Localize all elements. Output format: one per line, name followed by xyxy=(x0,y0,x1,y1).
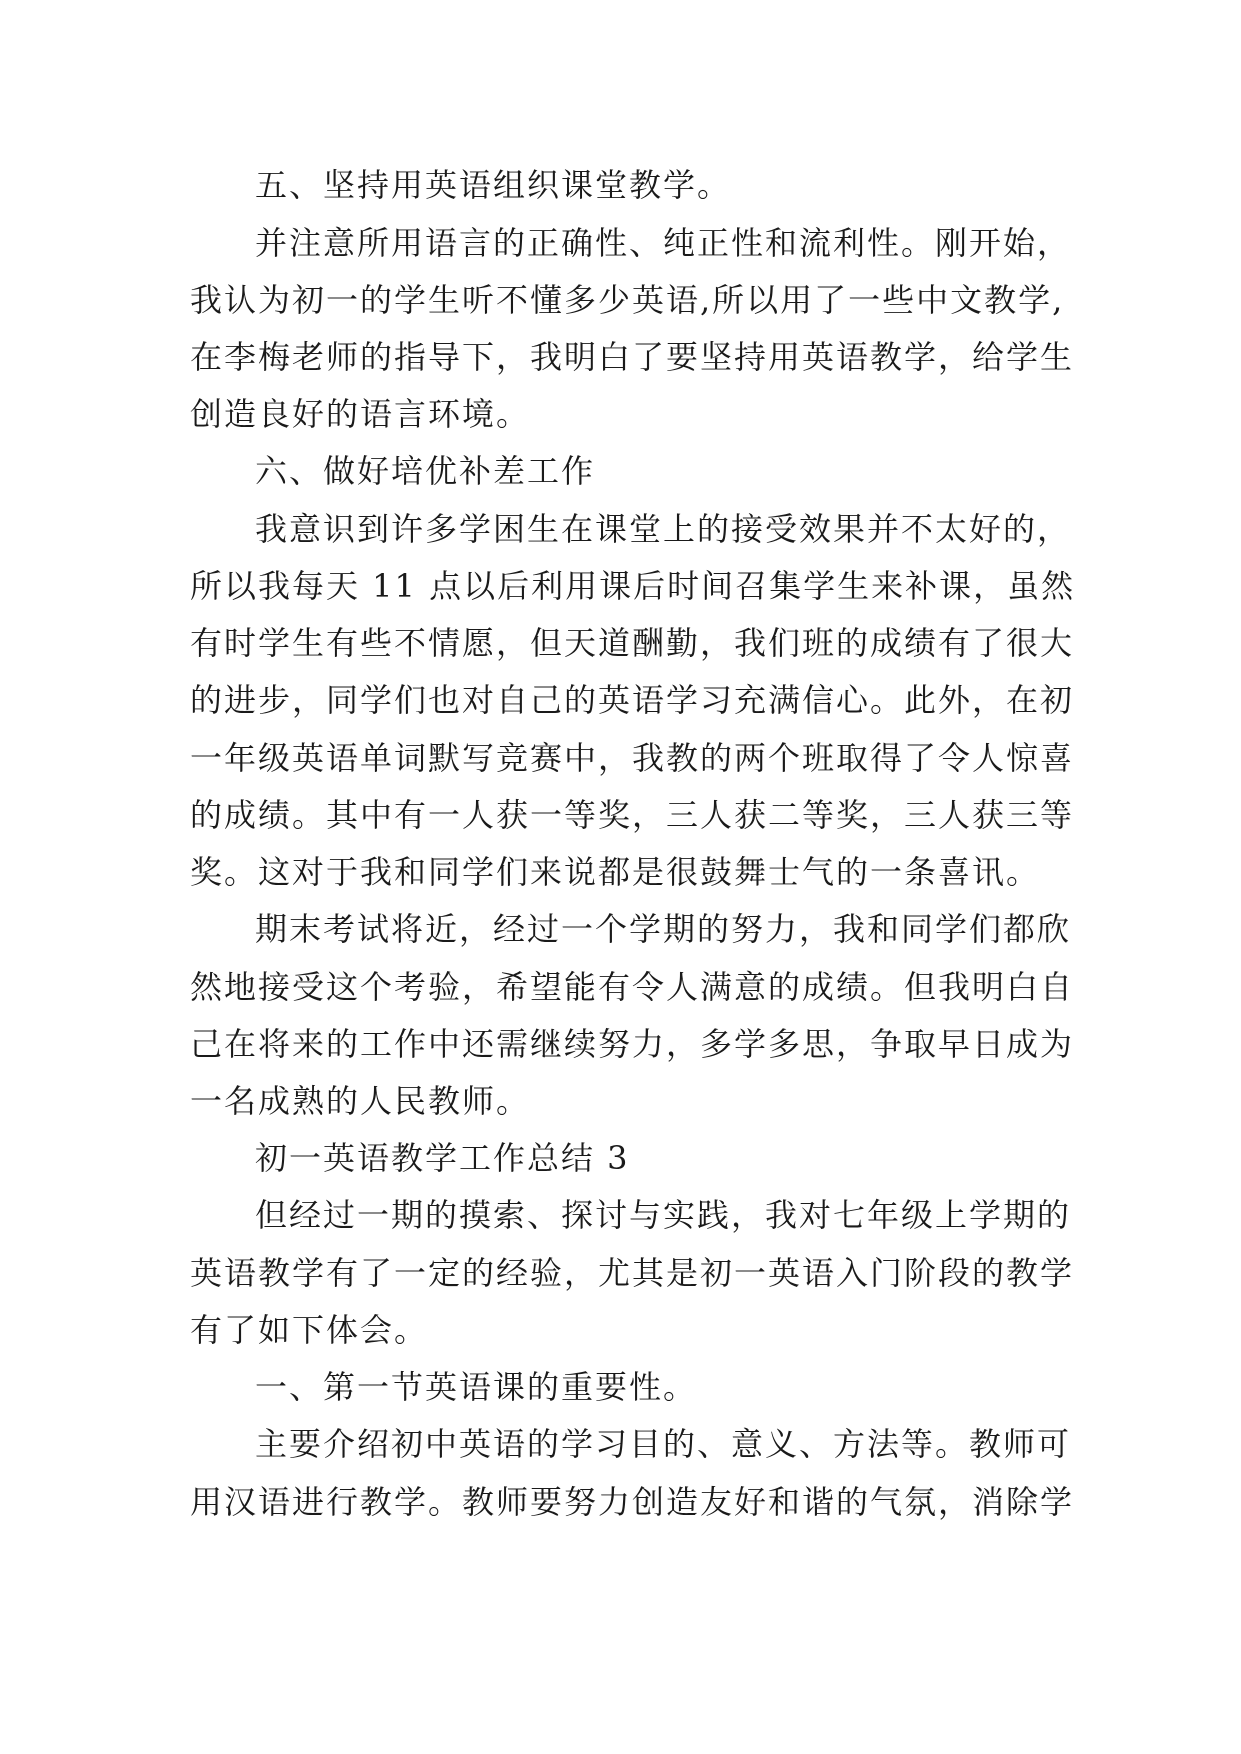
heading-line: 一、第一节英语课的重要性。 xyxy=(255,1368,698,1406)
paragraph-line: 有了如下体会。 xyxy=(190,1311,429,1349)
paragraph-line: 有时学生有些不情愿，但天道酬勤，我们班的成绩有了很大 xyxy=(190,624,1075,662)
heading-line: 六、做好培优补差工作 xyxy=(255,452,596,490)
paragraph-line: 然地接受这个考验，希望能有令人满意的成绩。但我明白自 xyxy=(190,968,1075,1006)
paragraph-line: 用汉语进行教学。教师要努力创造友好和谐的气氛，消除学 xyxy=(190,1483,1075,1521)
paragraph-line: 所以我每天 11 点以后利用课后时间召集学生来补课，虽然 xyxy=(190,567,1076,605)
paragraph-line: 主要介绍初中英语的学习目的、意义、方法等。教师可 xyxy=(255,1425,1072,1463)
paragraph-line: 奖。这对于我和同学们来说都是很鼓舞士气的一条喜讯。 xyxy=(190,853,1041,891)
paragraph-line: 我认为初一的学生听不懂多少英语,所以用了一些中文教学, xyxy=(190,281,1065,319)
section-title: 初一英语教学工作总结 3 xyxy=(255,1139,630,1177)
paragraph-line: 的成绩。其中有一人获一等奖，三人获二等奖，三人获三等 xyxy=(190,796,1075,834)
paragraph-line: 在李梅老师的指导下，我明白了要坚持用英语教学，给学生 xyxy=(190,338,1075,376)
paragraph-line: 英语教学有了一定的经验，尤其是初一英语入门阶段的教学 xyxy=(190,1254,1075,1292)
heading-line: 五、坚持用英语组织课堂教学。 xyxy=(255,166,732,204)
paragraph-line: 但经过一期的摸索、探讨与实践，我对七年级上学期的 xyxy=(255,1196,1072,1234)
paragraph-line: 创造良好的语言环境。 xyxy=(190,395,531,433)
paragraph-line: 的进步，同学们也对自己的英语学习充满信心。此外，在初 xyxy=(190,681,1075,719)
paragraph-line: 期末考试将近，经过一个学期的努力，我和同学们都欣 xyxy=(255,910,1072,948)
paragraph-line: 己在将来的工作中还需继续努力，多学多思，争取早日成为 xyxy=(190,1025,1075,1063)
paragraph-line: 一年级英语单词默写竞赛中，我教的两个班取得了令人惊喜 xyxy=(190,739,1075,777)
paragraph-line: 并注意所用语言的正确性、纯正性和流利性。刚开始， xyxy=(255,224,1072,262)
paragraph-line: 我意识到许多学困生在课堂上的接受效果并不太好的， xyxy=(255,510,1072,548)
paragraph-line: 一名成熟的人民教师。 xyxy=(190,1082,531,1120)
